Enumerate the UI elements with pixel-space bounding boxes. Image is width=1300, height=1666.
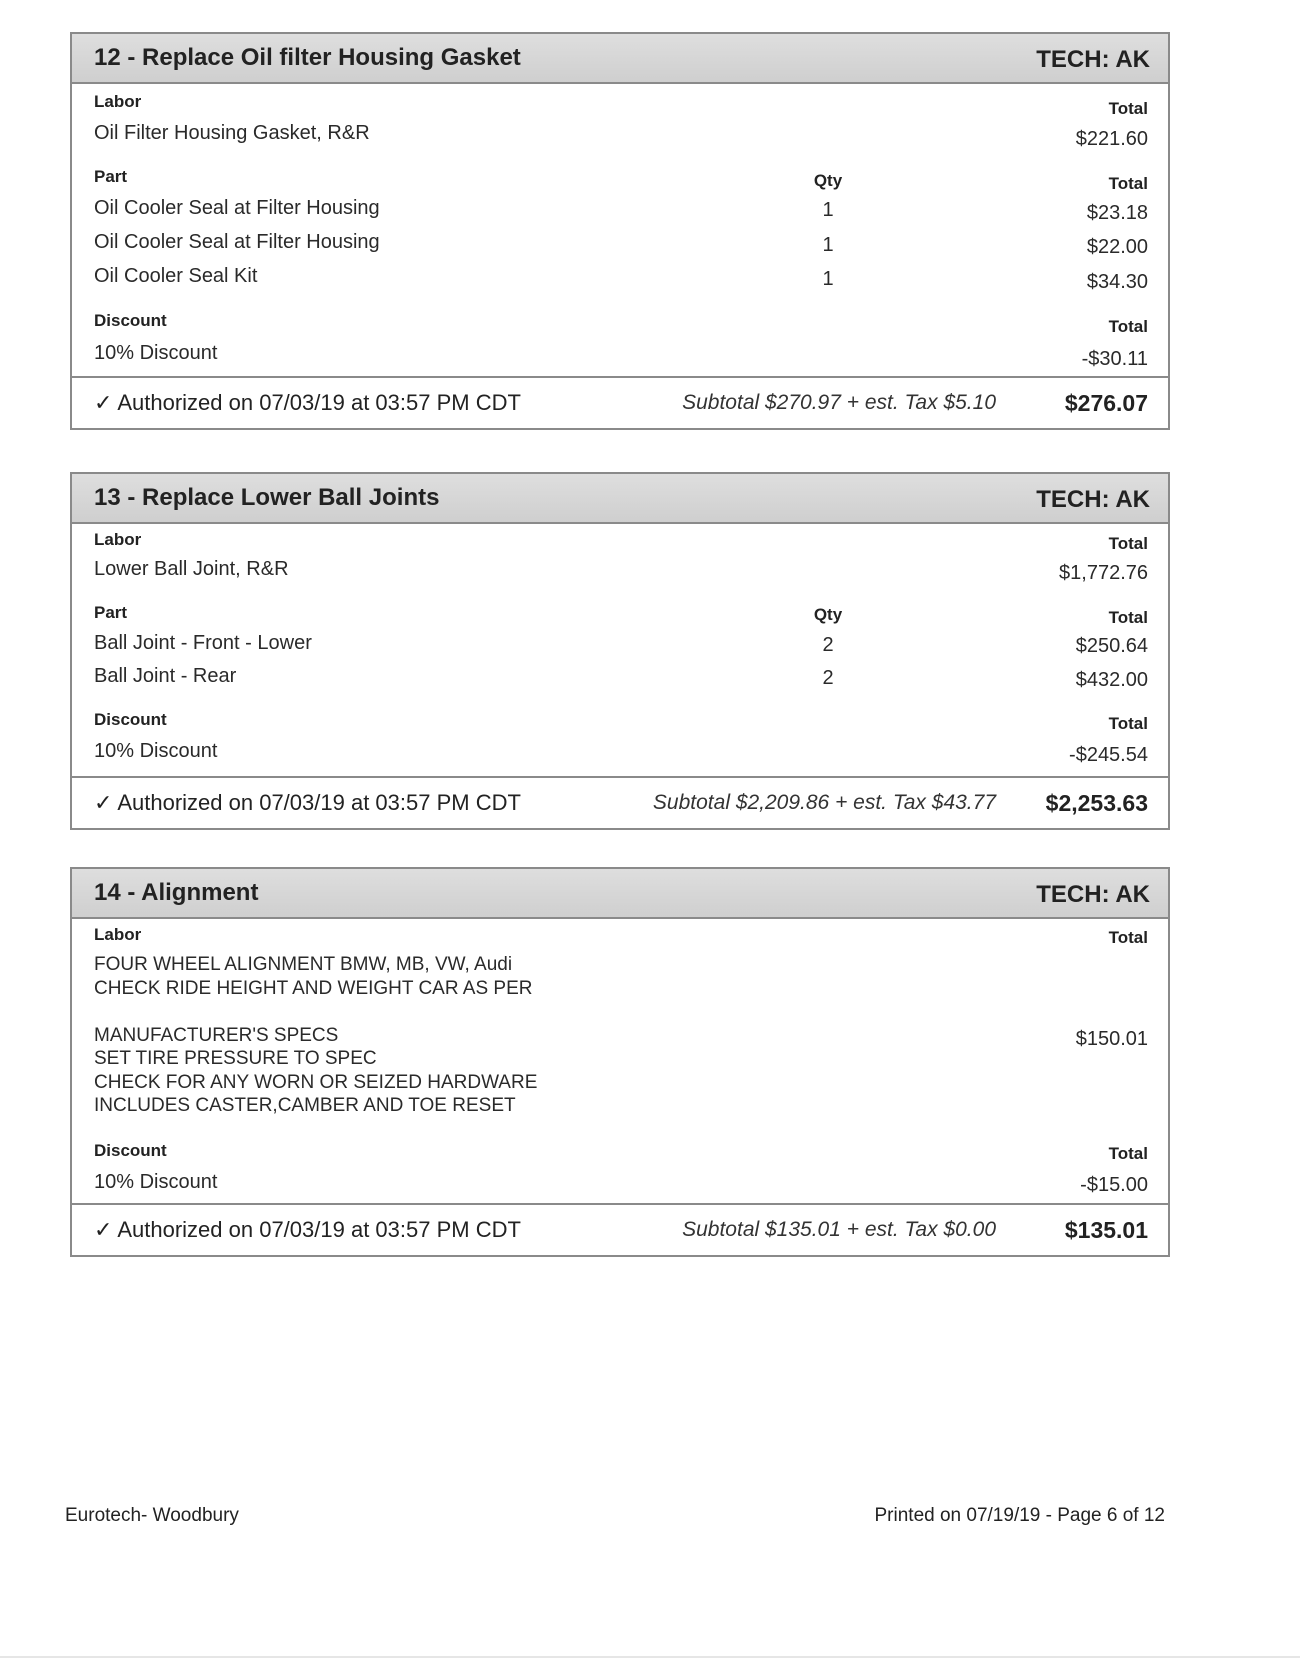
part-item-qty: 1 (822, 199, 834, 221)
part-item-qty: 2 (822, 634, 834, 656)
part-item-name: Oil Cooler Seal at Filter Housing (94, 197, 380, 219)
discount-total-label: Total (1108, 714, 1148, 733)
discount-item-total: -$30.11 (1081, 348, 1148, 370)
grand-total: $2,253.63 (1045, 790, 1148, 816)
labor-line: CHECK RIDE HEIGHT AND WEIGHT CAR AS PER (94, 977, 533, 999)
grand-total: $135.01 (1064, 1217, 1148, 1243)
discount-label: Discount (94, 1141, 167, 1160)
shop-name: Eurotech- Woodbury (65, 1505, 239, 1526)
part-qty-label: Qty (813, 605, 843, 624)
subtotal-text: Subtotal $2,209.86 + est. Tax $43.77 (652, 791, 996, 814)
discount-total-label: Total (1108, 1144, 1148, 1163)
job-footer (72, 776, 1168, 828)
labor-label: Labor (94, 925, 142, 944)
labor-total-label: Total (1108, 928, 1148, 947)
job-footer (72, 1203, 1168, 1255)
part-label: Part (94, 167, 128, 186)
part-item-qty: 1 (822, 234, 834, 256)
discount-item-total: -$245.54 (1069, 744, 1148, 766)
job-tech: TECH: AK (1036, 46, 1150, 73)
job-header (72, 869, 1168, 919)
part-item-total: $432.00 (1075, 669, 1148, 691)
discount-item-name: 10% Discount (94, 342, 218, 364)
part-total-label: Total (1108, 608, 1148, 627)
labor-line: CHECK FOR ANY WORN OR SEIZED HARDWARE (94, 1071, 538, 1093)
job-title: 13 - Replace Lower Ball Joints (94, 484, 440, 511)
discount-label: Discount (94, 710, 167, 729)
labor-description (94, 953, 537, 1118)
job-footer (72, 376, 1168, 428)
page-edge-divider (0, 1656, 1300, 1658)
job-header (72, 474, 1168, 524)
part-total-label: Total (1108, 174, 1148, 193)
subtotal-text: Subtotal $270.97 + est. Tax $5.10 (682, 391, 996, 414)
printed-page-info: Printed on 07/19/19 - Page 6 of 12 (874, 1505, 1165, 1526)
part-item-name: Ball Joint - Front - Lower (94, 632, 312, 654)
part-item-total: $250.64 (1075, 635, 1148, 657)
part-item-total: $23.18 (1086, 202, 1148, 224)
part-label: Part (94, 603, 128, 622)
labor-line: FOUR WHEEL ALIGNMENT BMW, MB, VW, Audi (94, 954, 513, 975)
job-tech: TECH: AK (1036, 486, 1150, 513)
part-item-total: $34.30 (1086, 271, 1148, 293)
labor-line-gap (94, 1000, 537, 1024)
authorized-text: ✓ Authorized on 07/03/19 at 03:57 PM CDT (94, 790, 521, 815)
discount-item-name: 10% Discount (94, 1171, 218, 1193)
job-card-14 (70, 867, 1170, 1257)
labor-line: MANUFACTURER'S SPECS (94, 1024, 339, 1046)
labor-line: SET TIRE PRESSURE TO SPEC (94, 1048, 377, 1069)
part-item-qty: 2 (822, 667, 834, 689)
labor-label: Labor (94, 92, 142, 111)
grand-total: $276.07 (1064, 390, 1148, 416)
discount-item-total: -$15.00 (1080, 1174, 1148, 1196)
discount-total-label: Total (1108, 317, 1148, 336)
job-title: 14 - Alignment (94, 879, 259, 906)
job-card-12 (70, 32, 1170, 430)
discount-item-name: 10% Discount (94, 740, 218, 762)
job-card-13 (70, 472, 1170, 830)
labor-label: Labor (94, 530, 142, 549)
job-header (72, 34, 1168, 84)
job-tech: TECH: AK (1036, 881, 1150, 908)
labor-total-label: Total (1108, 534, 1148, 553)
part-item-total: $22.00 (1086, 236, 1148, 258)
part-item-name: Oil Cooler Seal Kit (94, 265, 258, 287)
labor-item-total: $1,772.76 (1059, 562, 1148, 584)
labor-item-name: Oil Filter Housing Gasket, R&R (94, 122, 370, 144)
labor-total-label: Total (1108, 99, 1148, 118)
authorized-text: ✓ Authorized on 07/03/19 at 03:57 PM CDT (94, 1217, 521, 1242)
part-item-qty: 1 (822, 268, 834, 290)
labor-item-total: $150.01 (1075, 1028, 1148, 1050)
part-qty-label: Qty (813, 171, 843, 190)
labor-line: INCLUDES CASTER,CAMBER AND TOE RESET (94, 1095, 516, 1116)
labor-item-total: $221.60 (1075, 128, 1148, 150)
labor-item-name: Lower Ball Joint, R&R (94, 558, 289, 580)
part-item-name: Ball Joint - Rear (94, 665, 237, 687)
part-item-name: Oil Cooler Seal at Filter Housing (94, 231, 380, 253)
subtotal-text: Subtotal $135.01 + est. Tax $0.00 (682, 1218, 996, 1241)
discount-label: Discount (94, 311, 167, 330)
authorized-text: ✓ Authorized on 07/03/19 at 03:57 PM CDT (94, 390, 521, 415)
job-title: 12 - Replace Oil filter Housing Gasket (94, 44, 521, 71)
